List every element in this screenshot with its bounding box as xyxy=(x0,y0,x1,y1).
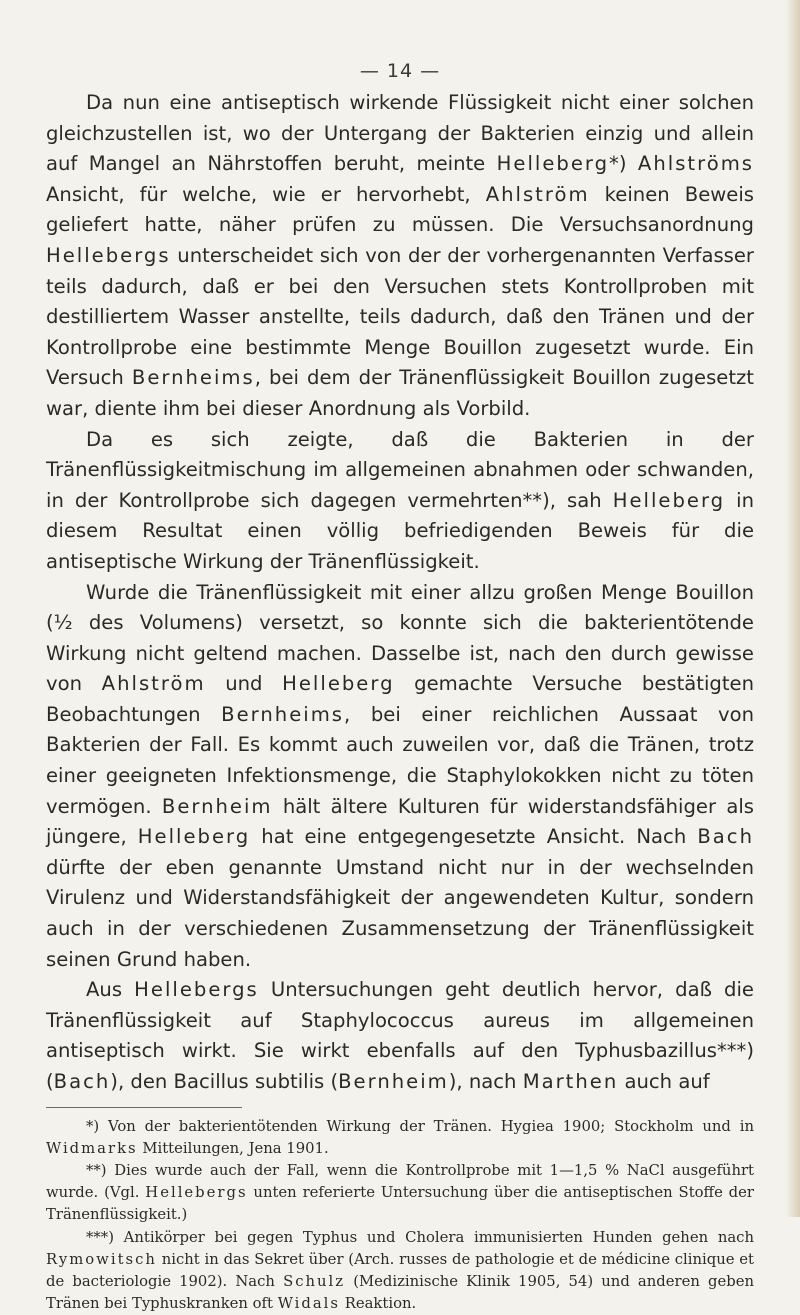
text-run: *) xyxy=(609,152,638,176)
text-run: **) Dies wurde auch der Fall, wenn die Kontrollprobe mit 1—1,5 % NaCl ausgeführt wurde. (Vgl. xyxy=(46,1162,754,1202)
spaced-name: Helleberg xyxy=(612,488,726,512)
text-run: ), nach xyxy=(448,1070,523,1093)
spaced-name: Hellebergs xyxy=(145,1184,248,1202)
spaced-name: Bach xyxy=(53,1070,111,1093)
footnote xyxy=(46,1227,754,1315)
text-run: hält ältere Kulturen für widerstandsfähiger als jüngere, xyxy=(46,794,754,849)
paragraph xyxy=(46,88,754,425)
spaced-name: Helleberg xyxy=(137,825,251,849)
main-text xyxy=(46,88,754,1098)
text-run: *) Von der bakterientötenden Wirkung der Tränen. Hygiea 1900; Stockholm und in xyxy=(86,1117,754,1135)
page-edge-shadow xyxy=(786,0,800,1217)
paragraph xyxy=(46,975,754,1097)
text-run: ), den Bacillus subtilis ( xyxy=(110,1070,339,1093)
text-run: Da es sich zeigte, daß die Bakterien in der Tränenflüssigkeitmischung im allgemeinen abnahmen oder schwanden, in der Kontrollprobe sich dagegen vermehrten**), sah xyxy=(46,427,754,512)
paragraph xyxy=(46,425,754,578)
spaced-name: Bernheim xyxy=(338,1070,449,1093)
text-run: auch auf xyxy=(618,1070,710,1093)
text-run: , bei dem der Tränenflüssigkeit Bouillon zugesetzt war, diente ihm bei dieser Anordnung als Vorbild. xyxy=(46,366,754,420)
text-run: unterscheidet sich von der der vorhergenannten Verfasser teils dadurch, daß er bei den Versuchen stets Kontrollproben mit destilliertem Wasser anstellte, teils dadurch, daß den Tränen und der Kontrollprobe eine bestimmte Menge Bouillon zugesetzt wurde. Ein Versuch xyxy=(46,243,754,390)
text-run: Mitteilungen, Jena 1901. xyxy=(137,1139,329,1157)
page-number: — 14 — xyxy=(359,60,441,82)
text-run: gemachte Versuche bestätigten Beobachtungen xyxy=(46,672,754,726)
text-run: unten referierte Untersuchung über die antiseptischen Stoffe der Tränenflüssigkeit.) xyxy=(46,1184,754,1224)
text-run: nicht in das Sekret über (Arch. russes de pathologie et de médicine clinique et de bacteriologie 1902). Nach xyxy=(46,1250,754,1291)
text-run: , bei einer reichlichen Aussaat von Bakterien der Fall. Es kommt auch zuweilen vor, daß die Tränen, trotz einer geeigneten Infektionsmenge, die Staphylokokken nicht zu töten vermögen. xyxy=(46,702,754,818)
text-run: Untersuchungen geht deutlich hervor, daß die Tränenflüssigkeit auf Staphylococcus aureus im allgemeinen antiseptisch wirkt. Sie wirkt ebenfalls auf den Typhusbazillus***) ( xyxy=(46,978,754,1093)
spaced-name: Widals xyxy=(277,1295,340,1313)
spaced-name: Schulz xyxy=(283,1273,346,1291)
spaced-name: Ahlströms xyxy=(637,152,754,176)
text-run: und xyxy=(205,672,283,696)
text-run: (Medizinische Klinik 1905, 54) und anderen geben Tränen bei Typhuskranken oft xyxy=(46,1273,754,1313)
spaced-name: Ahlström xyxy=(101,672,206,696)
text-run: ***) Antikörper bei gegen Typhus und Cholera immunisierten Hunden gehen nach xyxy=(86,1228,754,1246)
text-run: in diesem Resultat einen völlig befriedigenden Beweis für die antiseptische Wirkung der Tränenflüssigkeit. xyxy=(46,488,755,573)
footnote xyxy=(46,1116,754,1160)
text-run: dürfte der eben genannte Umstand nicht nur in der wechselnden Virulenz und Widerstandsfähigkeit der angewendeten Kultur, sondern auch in der verschiedenen Zusammensetzung der Tränenflüssigkeit seinen Grund haben. xyxy=(46,855,754,971)
spaced-name: Bernheim xyxy=(161,794,273,818)
spaced-name: Hellebergs xyxy=(134,978,259,1002)
spaced-name: Bach xyxy=(697,825,754,849)
spaced-name: Helleberg xyxy=(496,152,610,176)
text-run: keinen Beweis geliefert hatte, näher prüfen zu müssen. Die Versuchsanordnung xyxy=(46,182,754,237)
spaced-name: Widmarks xyxy=(46,1139,138,1157)
spaced-name: Ahlström xyxy=(485,182,590,206)
text-run: Wurde die Tränenflüssigkeit mit einer allzu großen Menge Bouillon (½ des Volumens) versetzt, so konnte sich die bakterientötende Wirkung nicht geltend machen. Dasselbe ist, nach den durch gewisse von xyxy=(46,580,754,696)
paragraph xyxy=(46,578,754,976)
footnotes xyxy=(46,1116,754,1315)
spaced-name: Marthen xyxy=(522,1070,619,1093)
spaced-name: Hellebergs xyxy=(46,243,171,267)
text-run: hat eine entgegengesetzte Ansicht. Nach xyxy=(250,825,698,849)
text-run: Aus xyxy=(86,978,135,1002)
spaced-name: Helleberg xyxy=(282,672,395,696)
footnote-divider xyxy=(46,1107,242,1108)
spaced-name: Bernheims xyxy=(131,366,255,390)
text-run: Ansicht, für welche, wie er hervorhebt, xyxy=(46,182,486,206)
text-run: Da nun eine antiseptisch wirkende Flüssigkeit nicht einer solchen gleichzustellen ist, wo der Untergang der Bakterien einzig und allein auf Mangel an Nährstoffen beruht, meinte xyxy=(46,91,754,176)
spaced-name: Bernheims xyxy=(221,702,344,726)
spaced-name: Rymowitsch xyxy=(46,1250,157,1268)
text-run: Reaktion. xyxy=(340,1295,417,1313)
book-page xyxy=(46,60,754,1315)
